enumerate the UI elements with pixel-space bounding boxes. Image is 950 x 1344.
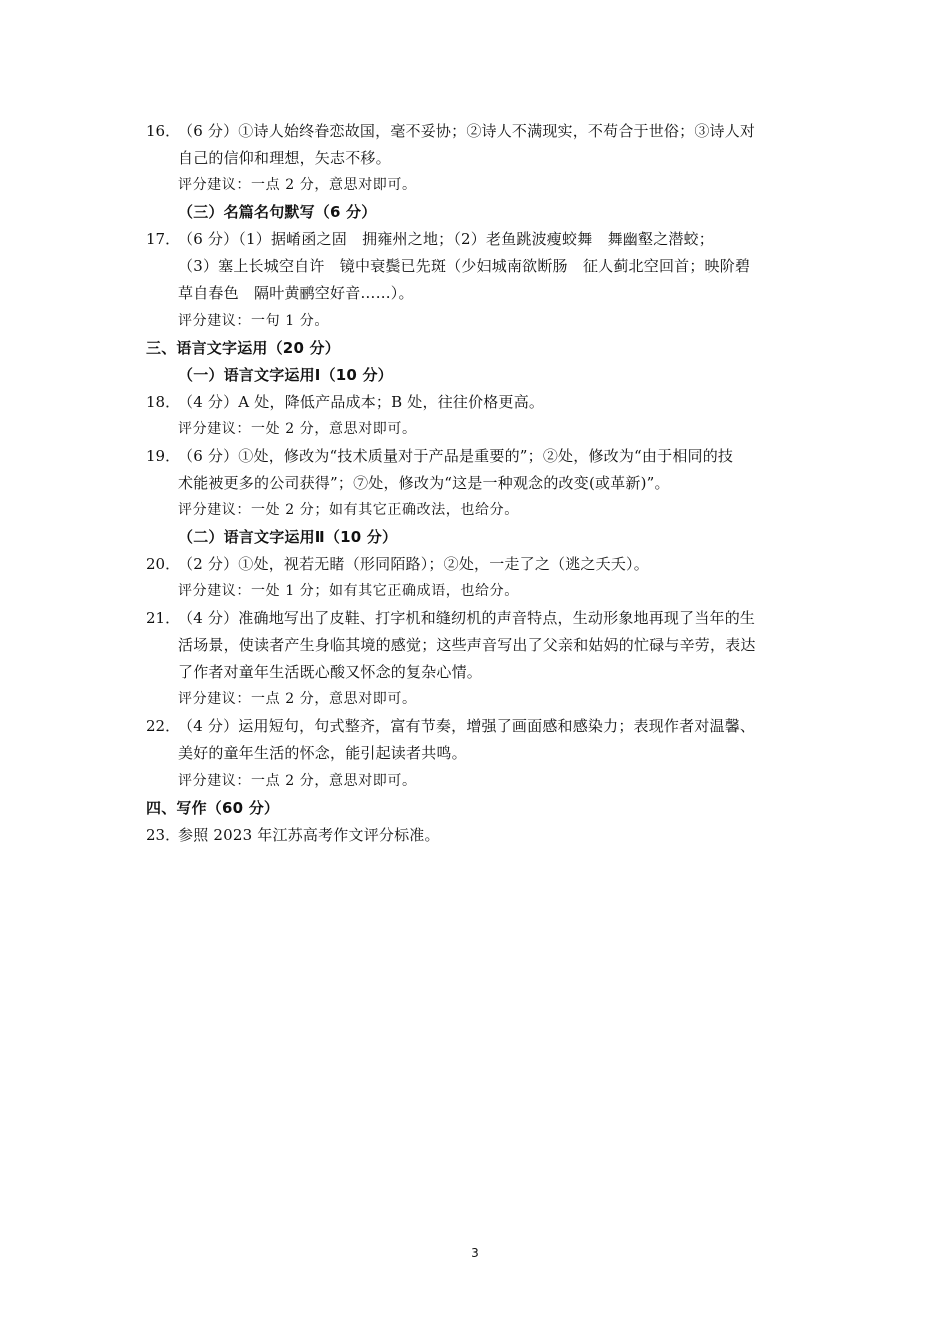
question-16-line-2: 自己的信仰和理想，矢志不移。 xyxy=(178,149,391,167)
question-18-scoring-note: 评分建议：一处 2 分，意思对即可。 xyxy=(178,421,417,437)
question-16-scoring-note: 评分建议：一点 2 分，意思对即可。 xyxy=(178,177,417,193)
question-16-number: 16． xyxy=(146,122,181,140)
question-21-line-1: （4 分）准确地写出了皮鞋、打字机和缝纫机的声音特点，生动形象地再现了当年的生 xyxy=(178,609,756,627)
question-16-line-1: （6 分）①诗人始终眷恋故国，毫不妥协；②诗人不满现实，不苟合于世俗；③诗人对 xyxy=(178,122,756,140)
page-number: 3 xyxy=(471,1246,479,1260)
part-4-heading: 四、写作（60 分） xyxy=(146,799,280,817)
question-17-number: 17． xyxy=(146,230,181,248)
subsection-2-heading: （二）语言文字运用Ⅱ（10 分） xyxy=(178,528,398,546)
subsection-1-heading: （一）语言文字运用Ⅰ（10 分） xyxy=(178,366,393,384)
question-17-line-1: （6 分）（1）据崤函之固 拥雍州之地；（2）老鱼跳波瘦蛟舞 舞幽壑之潜蛟； xyxy=(178,230,715,248)
question-17-scoring-note: 评分建议：一句 1 分。 xyxy=(178,313,330,329)
question-21-scoring-note: 评分建议：一点 2 分，意思对即可。 xyxy=(178,691,417,707)
question-23-line-1: 参照 2023 年江苏高考作文评分标准。 xyxy=(178,826,440,844)
question-19-scoring-note: 评分建议：一处 2 分；如有其它正确改法，也给分。 xyxy=(178,502,519,518)
question-17-line-2: （3）塞上长城空自许 镜中衰鬓已先斑（少妇城南欲断肠 征人蓟北空回首；映阶碧 xyxy=(178,257,751,275)
question-17-line-3: 草自春色 隔叶黄鹂空好音……）。 xyxy=(178,284,414,302)
question-19-number: 19． xyxy=(146,447,181,465)
question-21-line-3: 了作者对童年生活既心酸又怀念的复杂心情。 xyxy=(178,663,483,681)
question-21-number: 21． xyxy=(146,609,181,627)
question-21-line-2: 活场景，使读者产生身临其境的感觉；这些声音写出了父亲和姑妈的忙碌与辛劳，表达 xyxy=(178,636,756,654)
question-23-number: 23． xyxy=(146,826,181,844)
question-18-number: 18． xyxy=(146,393,181,411)
question-19-line-2: 术能被更多的公司获得”；⑦处，修改为“这是一种观念的改变(或革新)”。 xyxy=(178,474,670,492)
question-20-scoring-note: 评分建议：一处 1 分；如有其它正确成语，也给分。 xyxy=(178,583,519,599)
question-18-line-1: （4 分）A 处，降低产品成本；B 处，往往价格更高。 xyxy=(178,393,545,411)
part-3-heading: 三、语言文字运用（20 分） xyxy=(146,339,340,357)
question-22-number: 22． xyxy=(146,717,181,735)
question-22-scoring-note: 评分建议：一点 2 分，意思对即可。 xyxy=(178,773,417,789)
question-22-line-1: （4 分）运用短句，句式整齐，富有节奏，增强了画面感和感染力；表现作者对温馨、 xyxy=(178,717,756,735)
question-22-line-2: 美好的童年生活的怀念，能引起读者共鸣。 xyxy=(178,744,467,762)
section-3-heading: （三）名篇名句默写（6 分） xyxy=(178,203,377,221)
question-20-line-1: （2 分）①处，视若无睹（形同陌路）；②处，一走了之（逃之夭夭）。 xyxy=(178,555,649,573)
question-19-line-1: （6 分）①处，修改为“技术质量对于产品是重要的”；②处，修改为“由于相同的技 xyxy=(178,447,734,465)
question-20-number: 20． xyxy=(146,555,181,573)
